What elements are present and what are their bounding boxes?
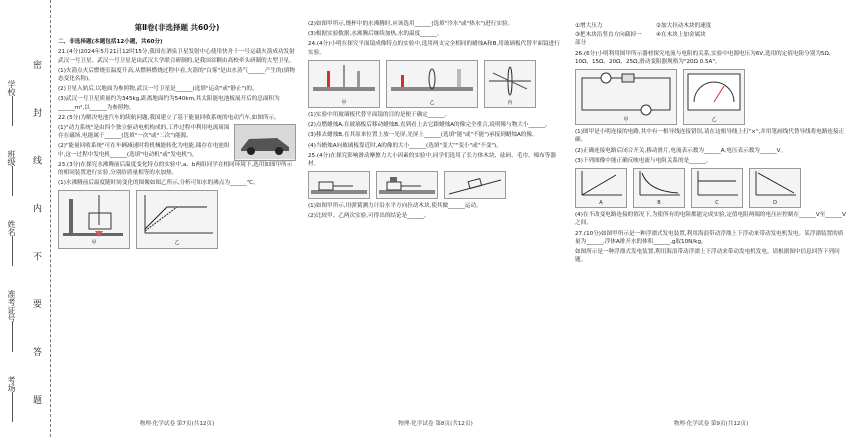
question-22: 22.(5分)为解决电池汽车的续航问题,我国建立了基于能量回收系统的电动汽车,如图所示。	[58, 114, 280, 121]
fig-label-jia: 甲	[341, 99, 347, 106]
mirror-setup-figure	[308, 60, 380, 108]
page-footer: 物理·化学试卷 第7页(共12页)	[139, 420, 215, 427]
option-4: ④在木块上加金属块	[656, 32, 706, 39]
question-25: 25.(4分)在探究影响滑动摩擦力大小因素的实验中,同学们选用了长方体木块、砝码、毛巾、棉布等器材。	[308, 152, 556, 168]
question-23-part-1: (1)水沸腾前后温度随时间变化的图像如图乙所示,分析可知水的沸点为______℃。	[58, 180, 259, 187]
boiling-apparatus-figure	[58, 190, 130, 248]
question-26-part-2: (2)正确连接电路后闭合开关,移动滑片,电流表示数为______A,电压表示数为______V。	[575, 147, 787, 154]
question-24: 24.(4分)小明在探究平面镜成像特点的实验中,选用两支完全相同的蜡烛A和B,用玻璃板代替平面镜进行实验。	[308, 41, 560, 56]
question-26-part-4: (4)在不改变电路连接的情况下,为使所有的电阻都能完成实验,定值电阻两端的电压应控制在______V至______V之间。	[575, 212, 846, 227]
page-8	[308, 20, 563, 427]
question-23-part-2: (2)如图甲所示,烧杯中的水沸腾时,应该选用______(选填"冷水"或"热水")进行实验。	[308, 21, 514, 27]
question-24-part-4: (4)当蜡烛A向玻璃板靠近时,A的像的大小______(选填"变大""变小"或"不变")。	[308, 142, 502, 149]
fig-label-yi: 乙	[711, 117, 717, 124]
question-26-part-1: (1)图甲是小明连接的电路,其中有一根导线连接错误,请在这根导线上打"×",并用笔画线代替导线将电路连接正确。	[575, 129, 845, 144]
circuit-figure	[575, 69, 677, 125]
fig-label-jia: 甲	[91, 240, 97, 247]
question-24-part-1: (1)实验中用玻璃板代替平面镜的目的是便于确定______。	[308, 112, 451, 119]
question-21-part-1: (1)火箭点火后燃烧室温度升高,从燃料燃烧过程中看,火箭的"白雾"是由水蒸气______产生的(填物态变化名称)。	[58, 67, 295, 83]
question-26-part-3: (3)下列图像中能正确反映电流与电阻关系的是______。	[575, 157, 712, 164]
field-name: 姓名	[6, 220, 17, 266]
section-heading: 二、非选择题(本题包括12小题，共60分)	[58, 39, 163, 46]
option-3: ③把木块沿竖直方向截掉一部分	[575, 32, 642, 47]
fig-label-bing: 丙	[507, 99, 513, 106]
question-22-part-2: (2)"能量回收系统"可在车辆减速时将机械能转化为电能,储存在电池组中,这一过程中发电机______(选填"电动机"或"发电机")。	[58, 143, 230, 158]
friction-figure-1	[308, 171, 370, 199]
fig-label-jia: 甲	[623, 117, 629, 124]
question-27-body: 如图所示是一种浮漂式发电装置,利用海浪带动浮漂上下浮动来带动发电机发电。请根据图中信息回答下列问题。	[575, 249, 840, 264]
friction-figure-3	[444, 171, 506, 199]
question-25-part-2: (2)比较甲、乙两次实验,可得出的结论是______。	[308, 213, 430, 220]
ray-diagram-figure	[484, 60, 536, 108]
question-23-part-3: (3)根据实验数据,水沸腾后继续加热,水的温度______。	[308, 31, 443, 38]
option-1: ①增大压力	[575, 23, 603, 29]
fig-label-yi: 乙	[174, 240, 180, 247]
question-24-part-3: (3)移去蜡烛B,在其原来位置上放一光屏,光屏上______(选填"能"或"不能")承接到蜡烛A的像。	[308, 132, 538, 139]
answer-graphs	[575, 168, 847, 208]
field-school: 学校	[6, 80, 17, 126]
question-21: 21.(4分)2024年5月21日12时15分,我国在酒泉卫星发射中心使用快舟十一号运载火箭成功发射武汉一号卫星。武汉一号卫星是由武汉大学联合研制的,是我国首颗由高校牵头研制的大型卫星。	[58, 49, 295, 64]
option-list	[575, 22, 725, 48]
meter-dial-figure	[683, 69, 745, 125]
car-photo	[234, 124, 296, 161]
graph-option-d: D	[749, 168, 801, 208]
question-22-part-1: (1)"动力系统"是由四个独立驱动电机构成的,工作过程中利用电流周围存在磁场,电能属于______(选填"一次"或"二次")能源。	[58, 125, 230, 140]
graph-option-c: C	[691, 168, 743, 208]
page-7	[58, 20, 296, 427]
page-footer: 物理·化学试卷 第8页(共12页)	[398, 420, 473, 427]
question-25-part-1: (1)如图甲所示,用弹簧测力计沿水平方向拉动木块,使其做______运动。	[308, 203, 482, 210]
page-9	[575, 20, 847, 427]
binding-margin	[0, 0, 51, 437]
graph-option-b: B	[633, 168, 685, 208]
optical-bench-figure	[386, 60, 478, 108]
page-footer: 物理·化学试卷 第9页(共12页)	[673, 420, 749, 427]
field-class: 班级	[6, 150, 17, 196]
temperature-time-graph	[136, 190, 218, 248]
question-21-part-2: (2)卫星入轨后,以地面为参照物,武汉一号卫星是______(选填"运动"或"静止")的。	[58, 86, 258, 93]
option-2: ②加大拉动木块的速度	[656, 23, 712, 29]
question-24-part-2: (2)点燃蜡烛A,在玻璃板后移动蜡烛B,直到看上去它跟蜡烛A的像完全重合,说明像与物大小______。	[308, 122, 551, 129]
question-26: 26.(6分)小明利用图甲所示器材探究电流与电阻的关系,实验中电源电压为6V,选用的定值电阻分别为5Ω、10Ω、15Ω、20Ω、25Ω,滑动变阻器规格为"20Ω 0.5A"。	[575, 50, 835, 65]
friction-figure-2	[376, 171, 438, 199]
field-exam-id: 准考证号	[6, 290, 17, 352]
student-info-fields	[6, 80, 24, 446]
fig-label-yi: 乙	[429, 99, 435, 106]
field-exam-room: 考场	[6, 376, 17, 422]
question-21-part-3: (3)武汉一号卫星质量约为345kg,距离地面约为540km,其太阳能电池板展开后的总面积为______m²,以______为参照物。	[58, 96, 280, 111]
graph-option-a: A	[575, 168, 627, 208]
page-title: 第Ⅱ卷(非选择题 共60分)	[134, 23, 220, 32]
question-23: 23.(3分)在探究水沸腾前后温度变化特点的实验中,a、b两组同学在相同环境下,选用如图甲所示的相同装置进行实验,分别给质量相等的水加热。	[58, 161, 293, 177]
question-27: 27.(10分)如图甲所示是一种浮漂式发电装置,利用海浪带动浮漂上下浮动来带动发电机发电。某浮漂装置的质量为______,浮体A排开水的体积______,g取10N/kg。	[575, 230, 844, 245]
seal-line-text: 密 封 线 内 不 要 答 题	[31, 60, 41, 423]
